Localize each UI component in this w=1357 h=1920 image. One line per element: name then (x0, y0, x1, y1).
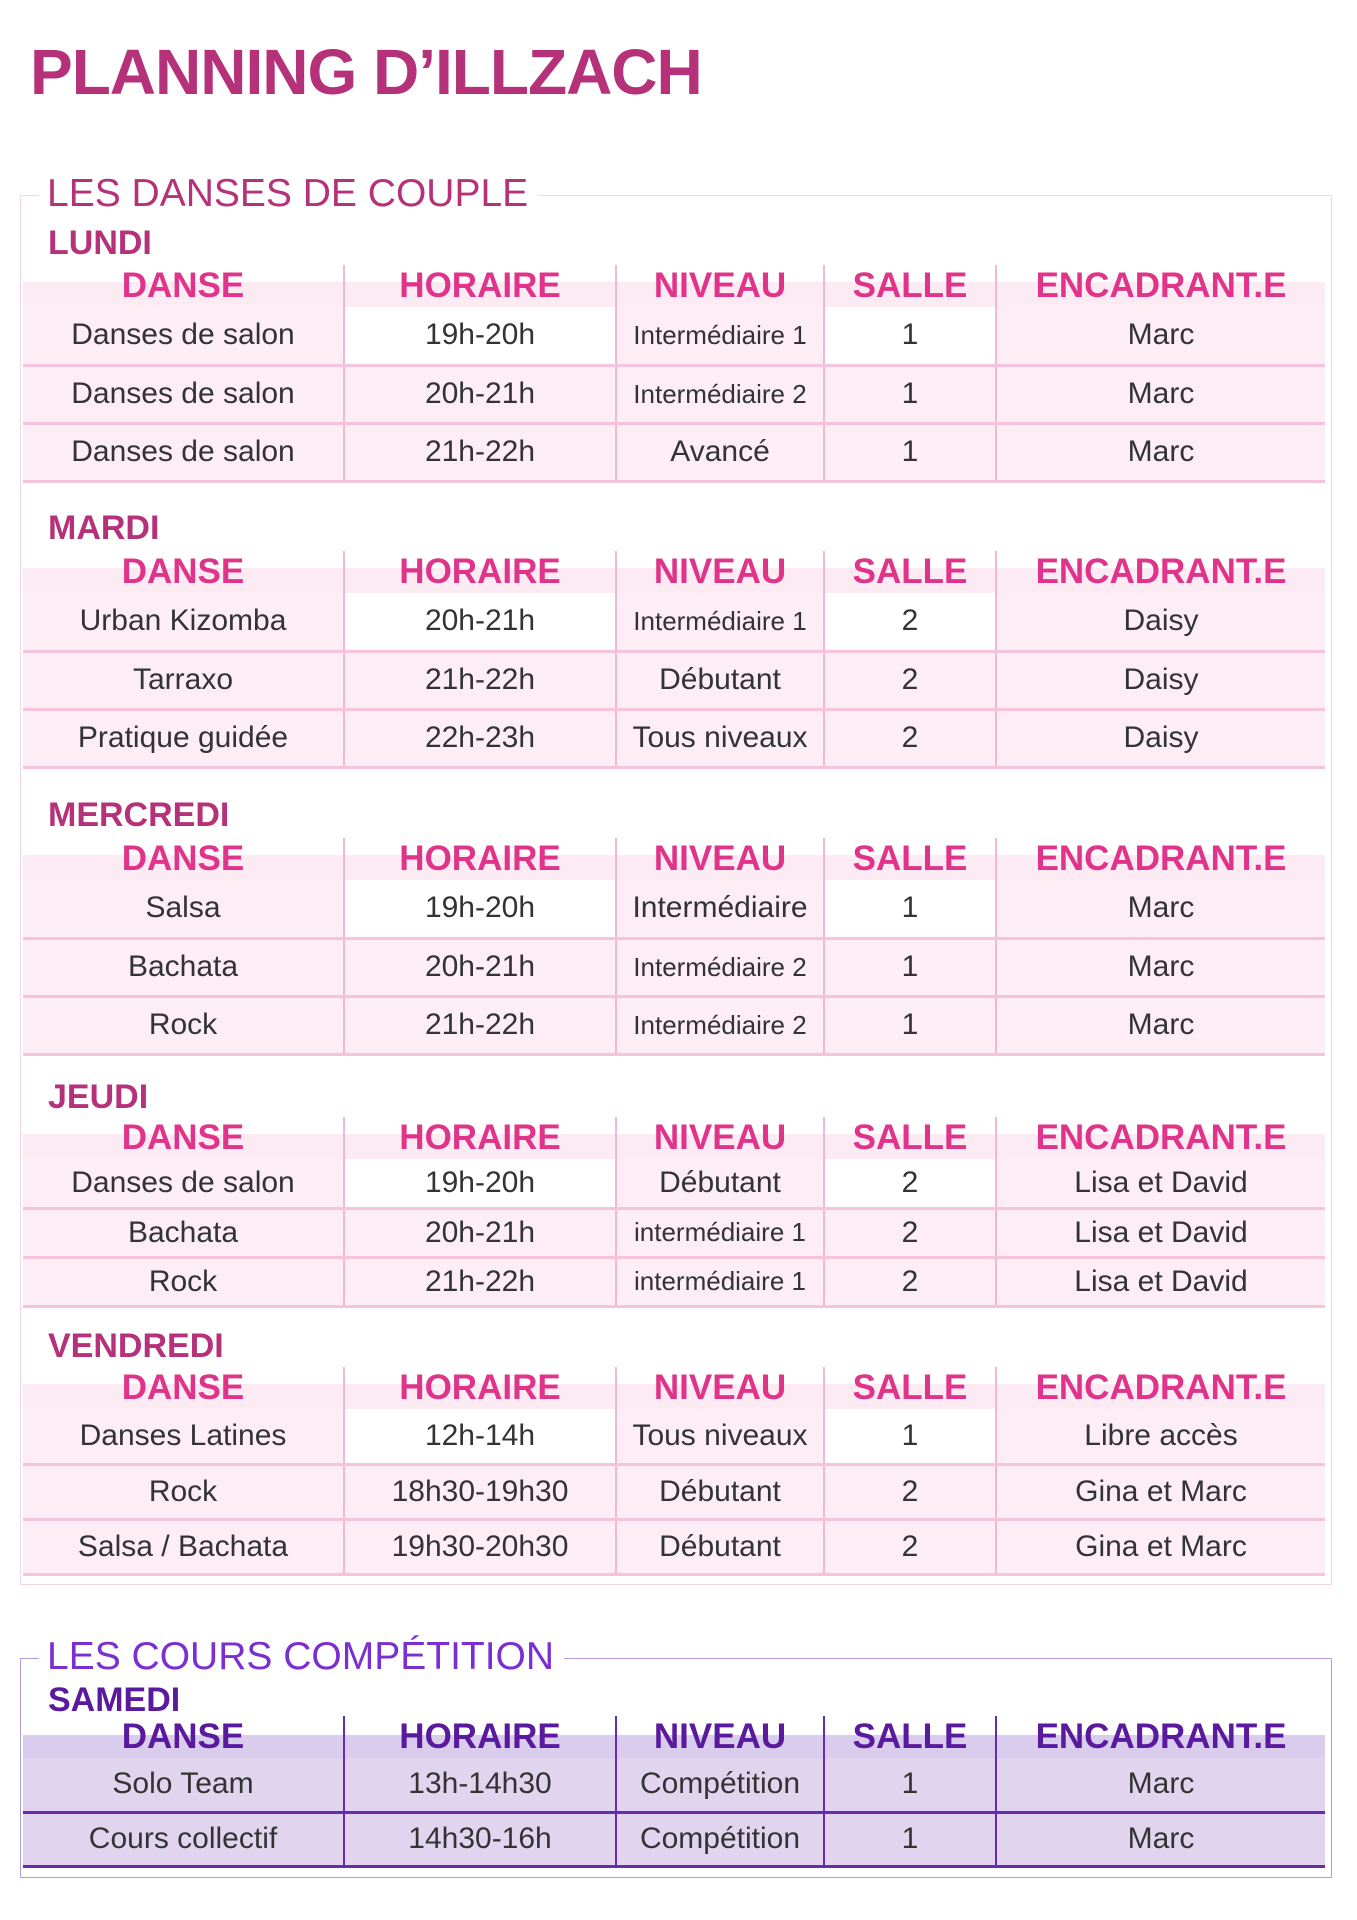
column-header-niveau: NIVEAU (616, 1117, 824, 1159)
table-header-row (23, 1716, 1325, 1758)
cell-danse: Danses Latines (23, 1409, 344, 1464)
cell-danse: Rock (23, 1464, 344, 1519)
table-row (23, 1812, 1325, 1866)
cell-danse: Tarraxo (23, 651, 344, 709)
cell-salle: 1 (824, 1409, 996, 1464)
table-row (23, 938, 1325, 996)
cell-salle: 1 (824, 938, 996, 996)
cell-niveau: Intermédiaire 1 (616, 307, 824, 365)
cell-salle: 2 (824, 709, 996, 767)
cell-horaire: 21h-22h (344, 423, 616, 481)
cell-salle: 2 (824, 1159, 996, 1208)
day-label-saturday: SAMEDI (48, 1681, 181, 1719)
cell-salle: 1 (824, 996, 996, 1054)
cell-salle: 2 (824, 1208, 996, 1257)
table-header-row (23, 1367, 1325, 1409)
cell-salle: 1 (824, 1812, 996, 1866)
cell-niveau: Débutant (616, 1464, 824, 1519)
column-header-danse: DANSE (121, 1118, 245, 1157)
cell-encadrant: Marc (996, 307, 1325, 365)
table-row (23, 1159, 1325, 1208)
column-header-salle: SALLE (824, 551, 996, 593)
cell-niveau: intermédiaire 1 (616, 1257, 824, 1306)
column-header-salle: SALLE (824, 265, 996, 307)
cell-danse: Salsa (23, 880, 344, 938)
table-row (23, 1409, 1325, 1464)
column-header-niveau: NIVEAU (616, 265, 824, 307)
table-row (23, 423, 1325, 481)
cell-danse: Cours collectif (23, 1812, 344, 1866)
column-header-salle: SALLE (824, 1367, 996, 1409)
cell-danse: Rock (23, 996, 344, 1054)
cell-encadrant: Gina et Marc (996, 1519, 1325, 1574)
cell-encadrant: Lisa et David (996, 1257, 1325, 1306)
column-header-danse: DANSE (121, 839, 245, 878)
schedule-table-friday (23, 1367, 1325, 1576)
cell-horaire: 13h-14h30 (344, 1758, 616, 1812)
cell-horaire: 19h30-20h30 (344, 1519, 616, 1574)
cell-niveau: Intermédiaire (616, 880, 824, 938)
column-header-danse: DANSE (121, 552, 245, 591)
cell-salle: 2 (824, 651, 996, 709)
cell-danse: Solo Team (23, 1758, 344, 1812)
table-row (23, 307, 1325, 365)
schedule-table-thursday (23, 1117, 1325, 1308)
column-header-horaire: HORAIRE (344, 1117, 616, 1159)
cell-salle: 2 (824, 1519, 996, 1574)
table-row (23, 709, 1325, 767)
column-header-encadrant: ENCADRANT.E (996, 551, 1325, 593)
cell-horaire: 19h-20h (344, 880, 616, 938)
cell-encadrant: Marc (996, 365, 1325, 423)
column-header-niveau: NIVEAU (616, 551, 824, 593)
column-header-horaire: HORAIRE (344, 1367, 616, 1409)
cell-danse: Danses de salon (23, 1159, 344, 1208)
column-header-horaire: HORAIRE (344, 265, 616, 307)
cell-encadrant: Daisy (996, 651, 1325, 709)
cell-horaire: 20h-21h (344, 1208, 616, 1257)
table-row (23, 593, 1325, 651)
cell-horaire: 21h-22h (344, 651, 616, 709)
cell-danse: Urban Kizomba (23, 593, 344, 651)
table-row (23, 1519, 1325, 1574)
cell-encadrant: Daisy (996, 709, 1325, 767)
column-header-niveau: NIVEAU (616, 1367, 824, 1409)
schedule-table-saturday (23, 1716, 1325, 1868)
cell-niveau: Tous niveaux (616, 709, 824, 767)
cell-horaire: 21h-22h (344, 1257, 616, 1306)
column-header-encadrant: ENCADRANT.E (996, 1117, 1325, 1159)
cell-encadrant: Marc (996, 938, 1325, 996)
table-row (23, 1208, 1325, 1257)
day-label-tuesday: MARDI (48, 509, 160, 547)
cell-encadrant: Libre accès (996, 1409, 1325, 1464)
cell-horaire: 20h-21h (344, 593, 616, 651)
cell-danse: Danses de salon (23, 365, 344, 423)
cell-niveau: intermédiaire 1 (616, 1208, 824, 1257)
cell-encadrant: Marc (996, 996, 1325, 1054)
cell-horaire: 12h-14h (344, 1409, 616, 1464)
couple-section-title: LES DANSES DE COUPLE (39, 170, 538, 218)
cell-horaire: 20h-21h (344, 365, 616, 423)
column-header-salle: SALLE (824, 1117, 996, 1159)
cell-salle: 1 (824, 423, 996, 481)
cell-salle: 2 (824, 1257, 996, 1306)
cell-niveau: Compétition (616, 1758, 824, 1812)
cell-danse: Rock (23, 1257, 344, 1306)
table-row (23, 1464, 1325, 1519)
cell-danse: Danses de salon (23, 307, 344, 365)
table-header-row (23, 838, 1325, 880)
table-header-row (23, 551, 1325, 593)
cell-salle: 1 (824, 365, 996, 423)
competition-section-title: LES COURS COMPÉTITION (39, 1633, 564, 1681)
column-header-salle: SALLE (824, 1716, 996, 1758)
cell-encadrant: Marc (996, 1812, 1325, 1866)
cell-encadrant: Daisy (996, 593, 1325, 651)
day-label-friday: VENDREDI (48, 1327, 224, 1365)
column-header-horaire: HORAIRE (344, 551, 616, 593)
cell-salle: 1 (824, 307, 996, 365)
cell-encadrant: Marc (996, 1758, 1325, 1812)
column-header-niveau: NIVEAU (616, 1716, 824, 1758)
column-header-niveau: NIVEAU (616, 838, 824, 880)
table-row (23, 1257, 1325, 1306)
column-header-danse: DANSE (121, 1368, 245, 1407)
cell-horaire: 19h-20h (344, 1159, 616, 1208)
cell-niveau: Intermédiaire 2 (616, 365, 824, 423)
column-header-encadrant: ENCADRANT.E (996, 1716, 1325, 1758)
cell-niveau: Tous niveaux (616, 1409, 824, 1464)
cell-niveau: Avancé (616, 423, 824, 481)
cell-niveau: Compétition (616, 1812, 824, 1866)
cell-horaire: 19h-20h (344, 307, 616, 365)
cell-danse: Danses de salon (23, 423, 344, 481)
column-header-horaire: HORAIRE (344, 1716, 616, 1758)
cell-encadrant: Marc (996, 880, 1325, 938)
schedule-table-monday (23, 265, 1325, 483)
cell-niveau: Débutant (616, 1159, 824, 1208)
column-header-danse: DANSE (121, 1717, 245, 1756)
cell-danse: Salsa / Bachata (23, 1519, 344, 1574)
schedule-table-wednesday (23, 838, 1325, 1056)
column-header-salle: SALLE (824, 838, 996, 880)
cell-danse: Bachata (23, 938, 344, 996)
cell-encadrant: Gina et Marc (996, 1464, 1325, 1519)
cell-niveau: Intermédiaire 1 (616, 593, 824, 651)
cell-salle: 1 (824, 1758, 996, 1812)
cell-salle: 2 (824, 1464, 996, 1519)
cell-horaire: 18h30-19h30 (344, 1464, 616, 1519)
cell-niveau: Intermédiaire 2 (616, 996, 824, 1054)
cell-salle: 2 (824, 593, 996, 651)
column-header-danse: DANSE (121, 266, 245, 305)
column-header-encadrant: ENCADRANT.E (996, 265, 1325, 307)
schedule-table-tuesday (23, 551, 1325, 769)
table-row (23, 1758, 1325, 1812)
cell-encadrant: Marc (996, 423, 1325, 481)
table-row (23, 651, 1325, 709)
page-title: PLANNING D’ILLZACH (30, 36, 702, 108)
day-label-monday: LUNDI (48, 224, 152, 262)
day-label-wednesday: MERCREDI (48, 796, 230, 834)
cell-horaire: 20h-21h (344, 938, 616, 996)
cell-danse: Pratique guidée (23, 709, 344, 767)
column-header-encadrant: ENCADRANT.E (996, 838, 1325, 880)
table-row (23, 880, 1325, 938)
table-row (23, 996, 1325, 1054)
table-header-row (23, 1117, 1325, 1159)
cell-niveau: Débutant (616, 1519, 824, 1574)
column-header-horaire: HORAIRE (344, 838, 616, 880)
table-header-row (23, 265, 1325, 307)
table-row (23, 365, 1325, 423)
column-header-encadrant: ENCADRANT.E (996, 1367, 1325, 1409)
cell-niveau: Débutant (616, 651, 824, 709)
cell-niveau: Intermédiaire 2 (616, 938, 824, 996)
cell-encadrant: Lisa et David (996, 1208, 1325, 1257)
day-label-thursday: JEUDI (48, 1078, 149, 1116)
cell-danse: Bachata (23, 1208, 344, 1257)
cell-encadrant: Lisa et David (996, 1159, 1325, 1208)
cell-horaire: 14h30-16h (344, 1812, 616, 1866)
cell-horaire: 22h-23h (344, 709, 616, 767)
cell-salle: 1 (824, 880, 996, 938)
cell-horaire: 21h-22h (344, 996, 616, 1054)
